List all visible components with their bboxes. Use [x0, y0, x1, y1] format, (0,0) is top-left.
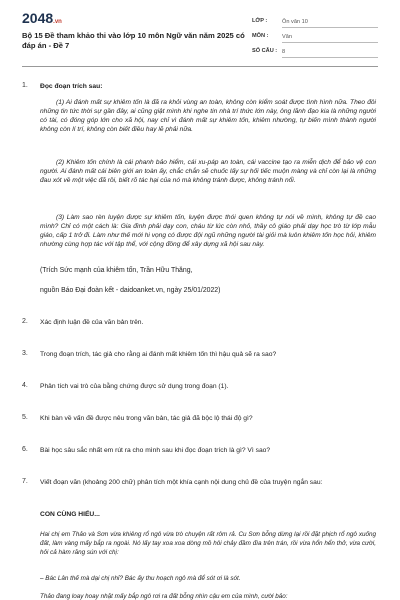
story-title: CON CÙNG HIẾU... [40, 511, 100, 518]
site-logo[interactable]: 2048.vn [22, 10, 62, 26]
passage-citation-source: nguồn Báo Đại đoàn kết - daidoanket.vn, ngày 25/01/2022) [40, 287, 221, 294]
meta-label: LỚP : [252, 18, 268, 24]
question-text: Bài học sâu sắc nhất em rút ra cho mình sau khi đọc đoạn trích là gì? Vì sao? [40, 447, 271, 454]
question-text: Phân tích vai trò của bằng chứng được sử dụng trong đoạn (1). [40, 383, 229, 390]
question-text: Khi bàn về vấn đề được nêu trong văn bản, tác giả đã bộc lộ thái độ gì? [40, 415, 253, 422]
question-number: 2. [22, 318, 28, 325]
question-number: 5. [22, 414, 28, 421]
meta-subject-field [252, 31, 382, 43]
passage-citation: (Trích Sức mạnh của khiêm tốn, Trần Hữu Thăng, [40, 267, 193, 274]
question-number: 7. [22, 478, 28, 485]
document-header [0, 0, 400, 64]
question-text: Đọc đoạn trích sau: [40, 83, 103, 90]
meta-value: 8 [282, 47, 378, 58]
meta-value: Văn [282, 32, 378, 43]
question-number: 3. [22, 350, 28, 357]
meta-value: Ôn văn 10 [282, 17, 378, 28]
meta-label: SỐ CÂU : [252, 48, 278, 54]
story-paragraph-2: – Bác Lân thế mà dại chị nhỉ? Bác ấy thu hoạch ngô mà để sót ơi là sót. [40, 575, 241, 582]
meta-count-field [252, 46, 382, 58]
passage-paragraph-1: (1) Ai đánh mất sự khiêm tốn là đã ra khỏi vùng an toàn, không còn kiểm soát được tình hình nữa. Theo đôi những tin tức thời sự gần đây, ai cũng giật mình khi nghe tin nhà trí thức lớn này, ông lãnh đạo kia là những người có tài, có đóng góp lớn cho xã hội, nay chỉ vì đánh mất sự khiêm tốn, khiêm nhường, tự biến mình thành người không còn lí trí, không còn biết điều hay lẽ phải nữa. [40, 99, 376, 133]
question-text: Viết đoạn văn (khoảng 200 chữ) phân tích một khía cạnh nội dung chủ đề của truyện ngắn sau: [40, 479, 323, 486]
question-number: 6. [22, 446, 28, 453]
question-text: Trong đoạn trích, tác giả cho rằng ai đánh mất khiêm tốn thì hậu quả sẽ ra sao? [40, 351, 277, 358]
question-number: 4. [22, 382, 28, 389]
story-paragraph-3: Thảo đang loay hoay nhặt mấy bắp ngô rơi ra đất bỗng nhìn cậu em của mình, cười bảo: [40, 593, 288, 600]
story-paragraph-1: Hai chị em Thảo và Sơn vừa khiêng rổ ngô vừa trò chuyện rất rôm rả. Cu Sơn bỗng dừng lại rồi đặt phịch rổ ngô xuống đất, làm vàng mấy bắp ra ngoài. Nó lấy tay xoa xoa dòng mồ hôi chảy đầm đìa trên trán, rồi vừa hổn hển thở, vừa cười, hỏi cả hàm răng sún với chị: [40, 531, 376, 556]
question-text: Xác định luận đề của văn bản trên. [40, 319, 144, 326]
meta-class-field [252, 16, 382, 28]
header-divider [22, 66, 378, 67]
question-number: 1. [22, 82, 28, 89]
passage-paragraph-2: (2) Khiêm tốn chính là cái phanh bảo hiểm, cái xu-páp an toàn, cái vaccine tạo ra miễn dịch để bảo vệ con người. Ai đánh mất cái biên giới an toàn ấy, chắc chắn sẽ chuốc lấy sự hối tiếc muộn màng và chỉ còn lại là những đau xót về một việc đã rồi, biết rõ tác hại của nó mà không tránh được, không tránh nổi. [40, 159, 376, 184]
meta-label: MÔN : [252, 33, 269, 39]
document-title: Bộ 15 Đề tham khảo thi vào lớp 10 môn Ngữ văn năm 2025 có đáp án - Đề 7 [22, 31, 245, 50]
passage-paragraph-3: (3) Làm sao rèn luyện được sự khiêm tốn, luyện được thói quen không tự nói về mình, không tự đề cao mình? Chỉ có một cách là: Gia đình phải dạy con, cháu từ lúc còn nhỏ, thầy cô giáo phải dạy học trò từ lớp mẫu giáo, cấp 1 trở đi. Làm như thế mới hi vọng có được đội ngũ những người tài giỏi mà luôn khiêm tốn học hỏi, khiêm nhường cùng hợp tác với tập thể, với cộng đồng để xây dựng xã hội sau này. [40, 214, 376, 248]
